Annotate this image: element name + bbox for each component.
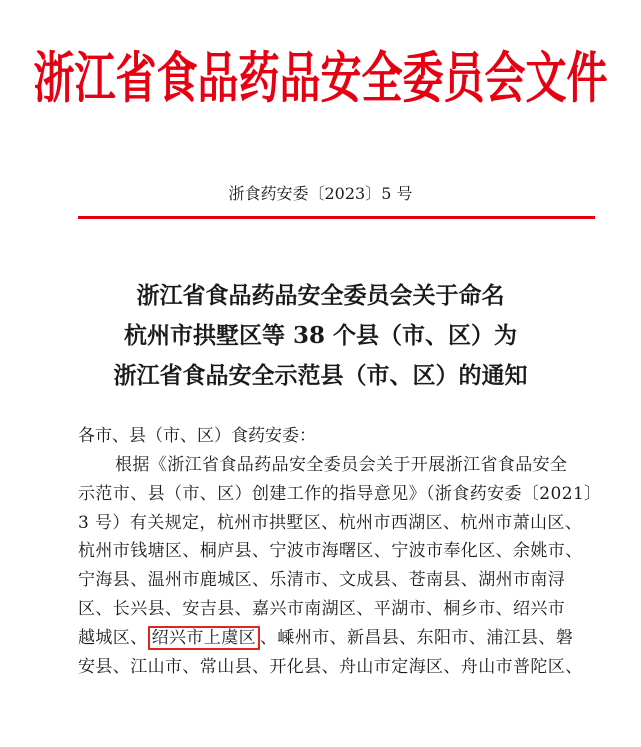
highlighted-district: 绍兴市上虞区 [148,626,260,650]
salutation: 各市、县（市、区）食药安委： [78,426,316,446]
document-header-title: 浙江省食品药品安全委员会文件 [33,45,608,111]
body-line-2: 示范市、县（市、区）创建工作的指导意见》（浙食药安委〔2021〕 [78,483,602,504]
notice-body [78,451,602,681]
red-divider-line [78,216,595,219]
body-line-7-before: 越城区、 [78,627,148,648]
body-line-4: 杭州市钱塘区、桐庐县、宁波市海曙区、宁波市奉化区、余姚市、 [78,541,583,562]
body-line-6: 区、长兴县、安吉县、嘉兴市南湖区、平湖市、桐乡市、绍兴市 [78,598,566,619]
body-line-1: 根据《浙江省食品药品安全委员会关于开展浙江省食品安全 [115,455,568,475]
body-line-8: 安县、江山市、常山县、开化县、舟山市定海区、舟山市普陀区、 [78,656,583,677]
body-line-3: 3 号）有关规定，杭州市拱墅区、杭州市西湖区、杭州市萧山区、 [78,512,583,533]
notice-title-line-3: 浙江省食品安全示范县（市、区）的通知 [113,362,528,389]
body-line-7-after: 、嵊州市、新昌县、东阳市、浦江县、磐 [260,627,574,648]
body-line-7 [78,624,598,653]
notice-title-line-1: 浙江省食品药品安全委员会关于命名 [136,282,505,309]
body-line-5: 宁海县、温州市鹿城区、乐清市、文成县、苍南县、湖州市南浔 [78,570,566,591]
notice-title-line-2: 杭州市拱墅区等 38 个县（市、区）为 [123,322,518,349]
notice-title [0,276,641,396]
document-number: 浙食药安委〔2023〕5 号 [228,184,413,203]
